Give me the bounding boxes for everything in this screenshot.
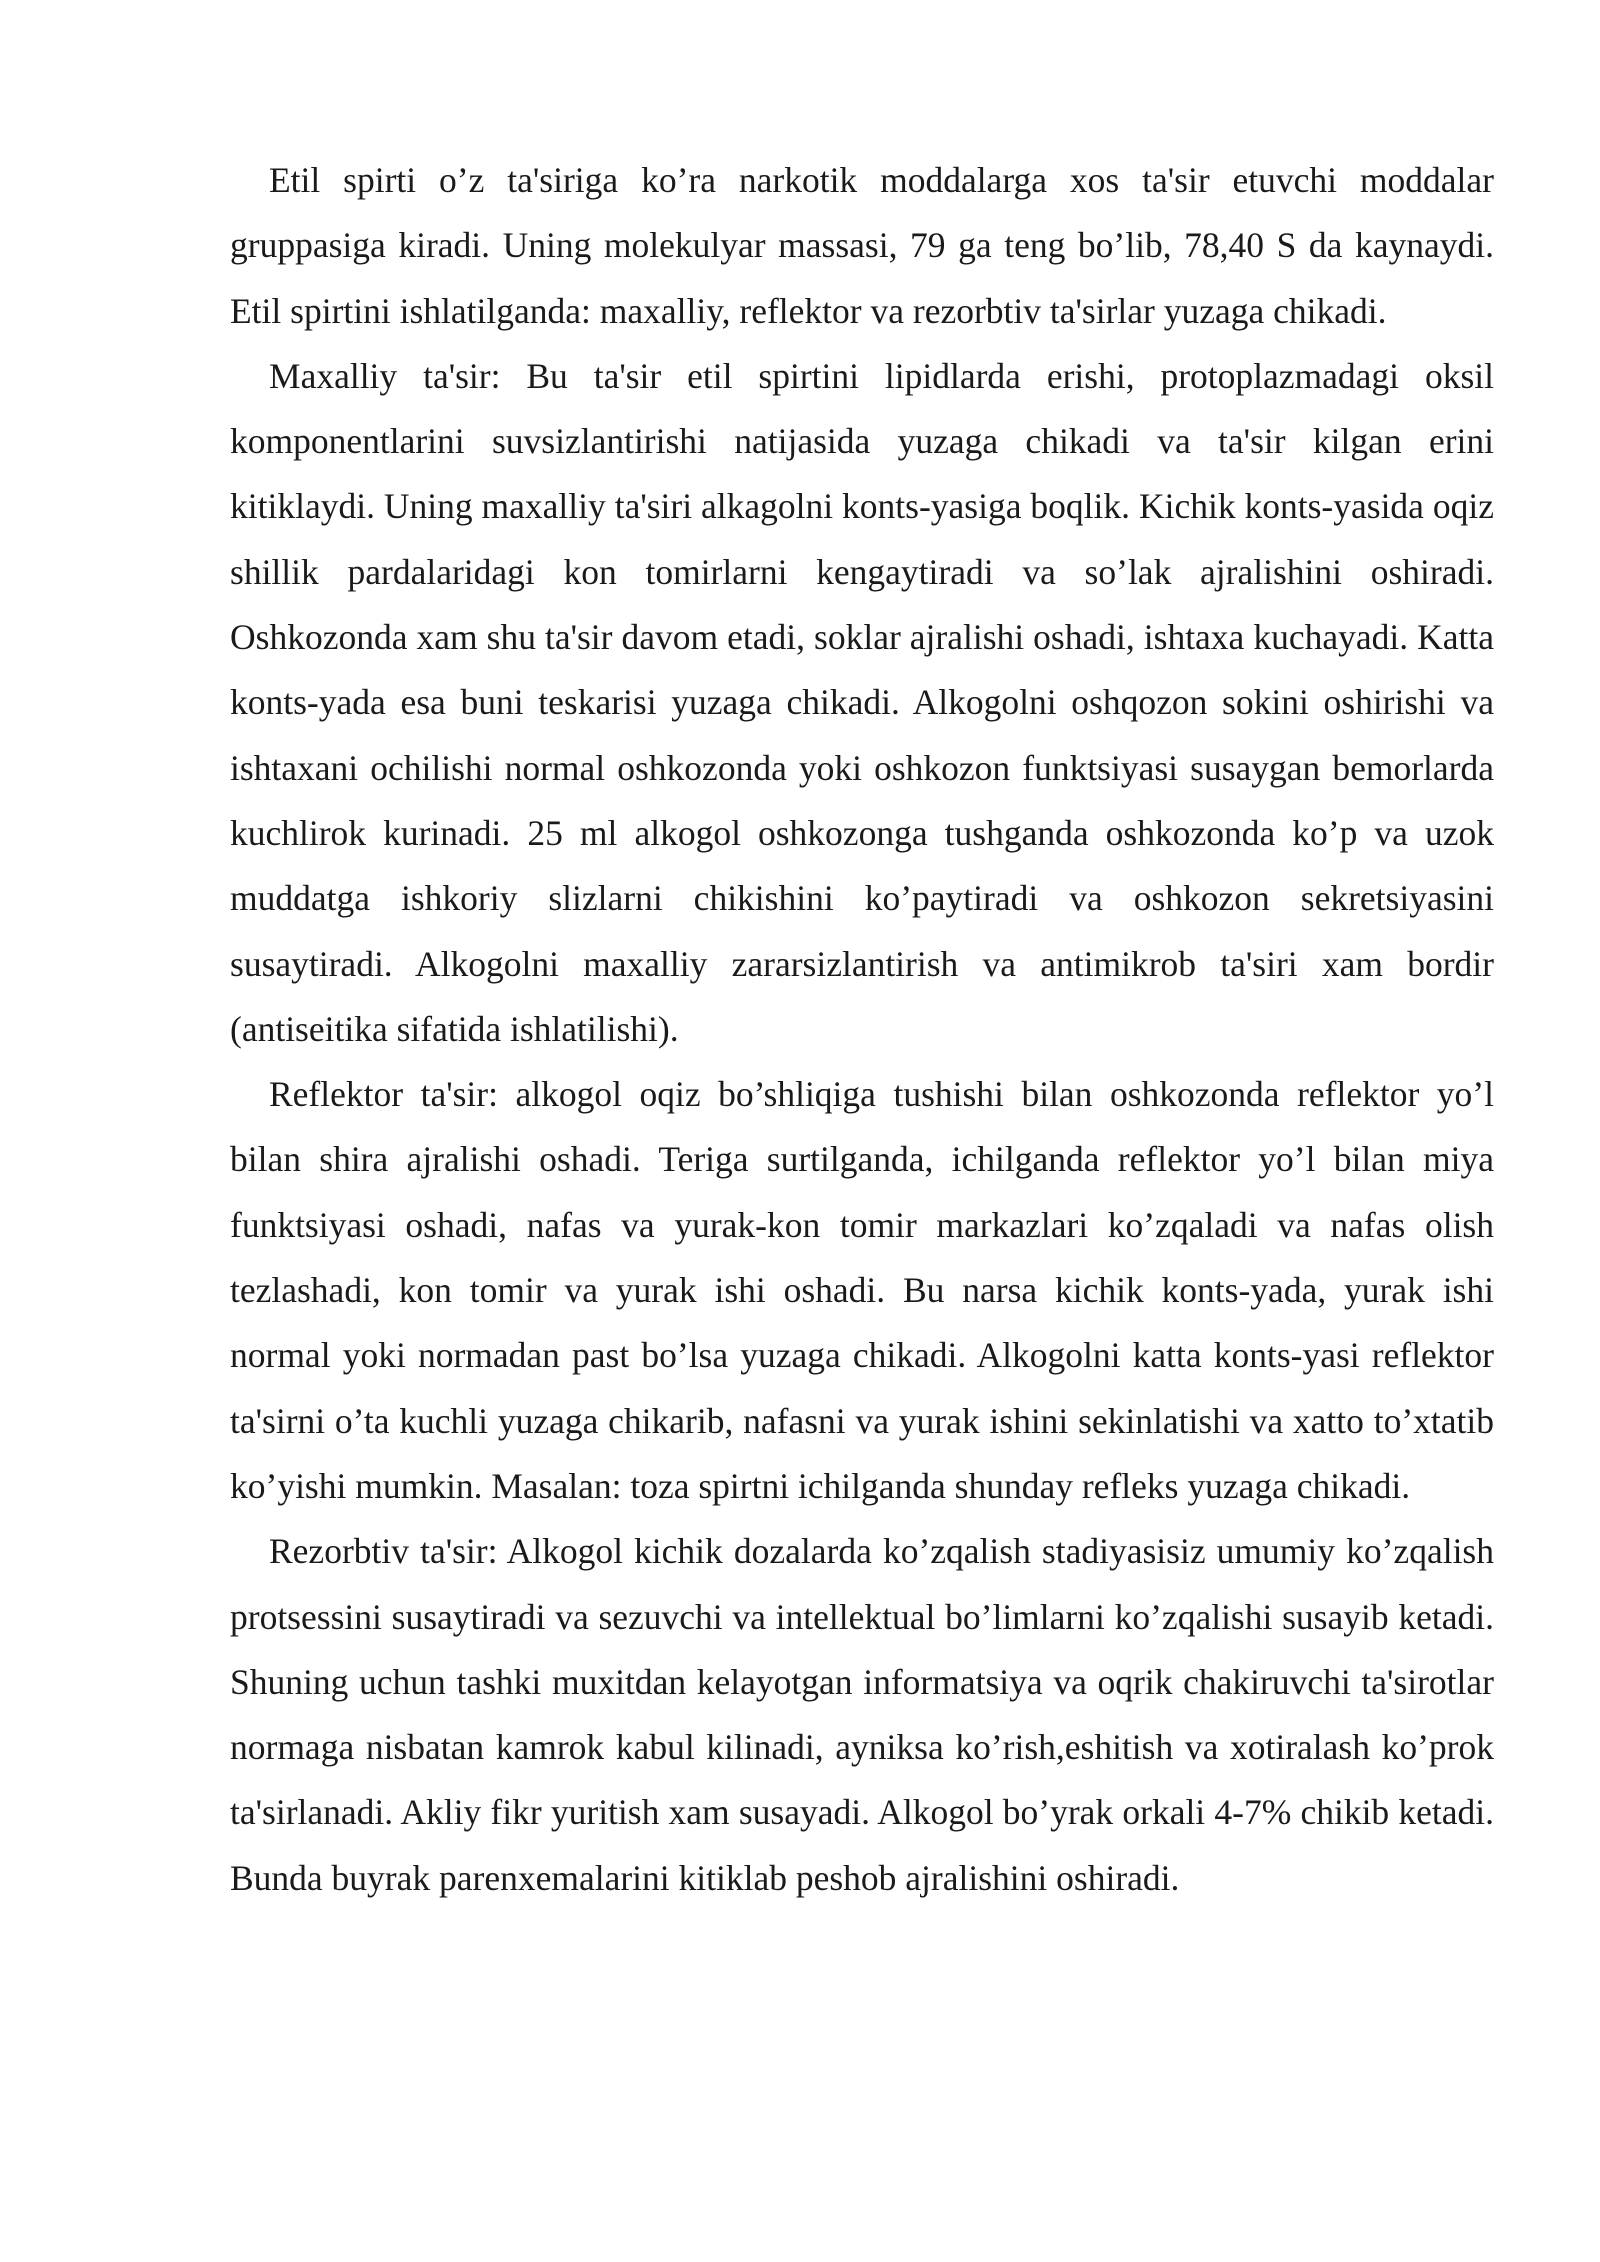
paragraph-rezorbtiv-tasir: Rezorbtiv ta'sir: Alkogol kichik dozalarda ko’zqalish stadiyasisiz umumiy ko’zqalish protsessini susaytiradi va sezuvchi va intellektual bo’limlarni ko’zqalishi susayib ketadi. Shuning uchun tashki muxitdan kelayotgan informatsiya va oqrik chakiruvchi ta'sirotlar normaga nisbatan kamrok kabul kilinadi, ayniksa ko’rish,eshitish va xotiralash ko’prok ta'sirlanadi. Akliy fikr yuritish xam susayadi. Alkogol bo’yrak orkali 4-7% chikib ketadi. Bunda buyrak parenxemalarini kitiklab peshob ajralishini oshiradi.: [230, 1531, 1494, 1898]
paragraph-etil-spirti: Etil spirti o’z ta'siriga ko’ra narkotik moddalarga xos ta'sir etuvchi moddalar gruppasiga kiradi. Uning molekulyar massasi, 79 ga teng bo’lib, 78,40 S da kaynaydi. Etil spirtini ishlatilganda: maxalliy, reflektor va rezorbtiv ta'sirlar yuzaga chikadi.: [230, 160, 1494, 331]
paragraph-reflektor-tasir: Reflektor ta'sir: alkogol oqiz bo’shliqiga tushishi bilan oshkozonda reflektor yo’l bilan shira ajralishi oshadi. Teriga surtilganda, ichilganda reflektor yo’l bilan miya funktsiyasi oshadi, nafas va yurak-kon tomir markazlari ko’zqaladi va nafas olish tezlashadi, kon tomir va yurak ishi oshadi. Bu narsa kichik konts-yada, yurak ishi normal yoki normadan past bo’lsa yuzaga chikadi. Alkogolni katta konts-yasi reflektor ta'sirni o’ta kuchli yuzaga chikarib, nafasni va yurak ishini sekinlatishi va xatto to’xtatib ko’yishi mumkin. Masalan: toza spirtni ichilganda shunday refleks yuzaga chikadi.: [230, 1074, 1494, 1506]
paragraph-maxalliy-tasir: Maxalliy ta'sir: Bu ta'sir etil spirtini lipidlarda erishi, protoplazmadagi oksil komponentlarini suvsizlantirishi natijasida yuzaga chikadi va ta'sir kilgan erini kitiklaydi. Uning maxalliy ta'siri alkagolni konts-yasiga boqlik. Kichik konts-yasida oqiz shillik pardalaridagi kon tomirlarni kengaytiradi va so’lak ajralishini oshiradi. Oshkozonda xam shu ta'sir davom etadi, soklar ajralishi oshadi, ishtaxa kuchayadi. Katta konts-yada esa buni teskarisi yuzaga chikadi. Alkogolni oshqozon sokini oshirishi va ishtaxani ochilishi normal oshkozonda yoki oshkozon funktsiyasi susaygan bemorlarda kuchlirok kurinadi. 25 ml alkogol oshkozonga tushganda oshkozonda ko’p va uzok muddatga ishkoriy slizlarni chikishini ko’paytiradi va oshkozon sekretsiyasini susaytiradi. Alkogolni maxalliy zararsizlantirish va antimikrob ta'siri xam bordir (antiseitika sifatida ishlatilishi).: [230, 355, 1494, 1049]
document-page: [230, 148, 1494, 1911]
